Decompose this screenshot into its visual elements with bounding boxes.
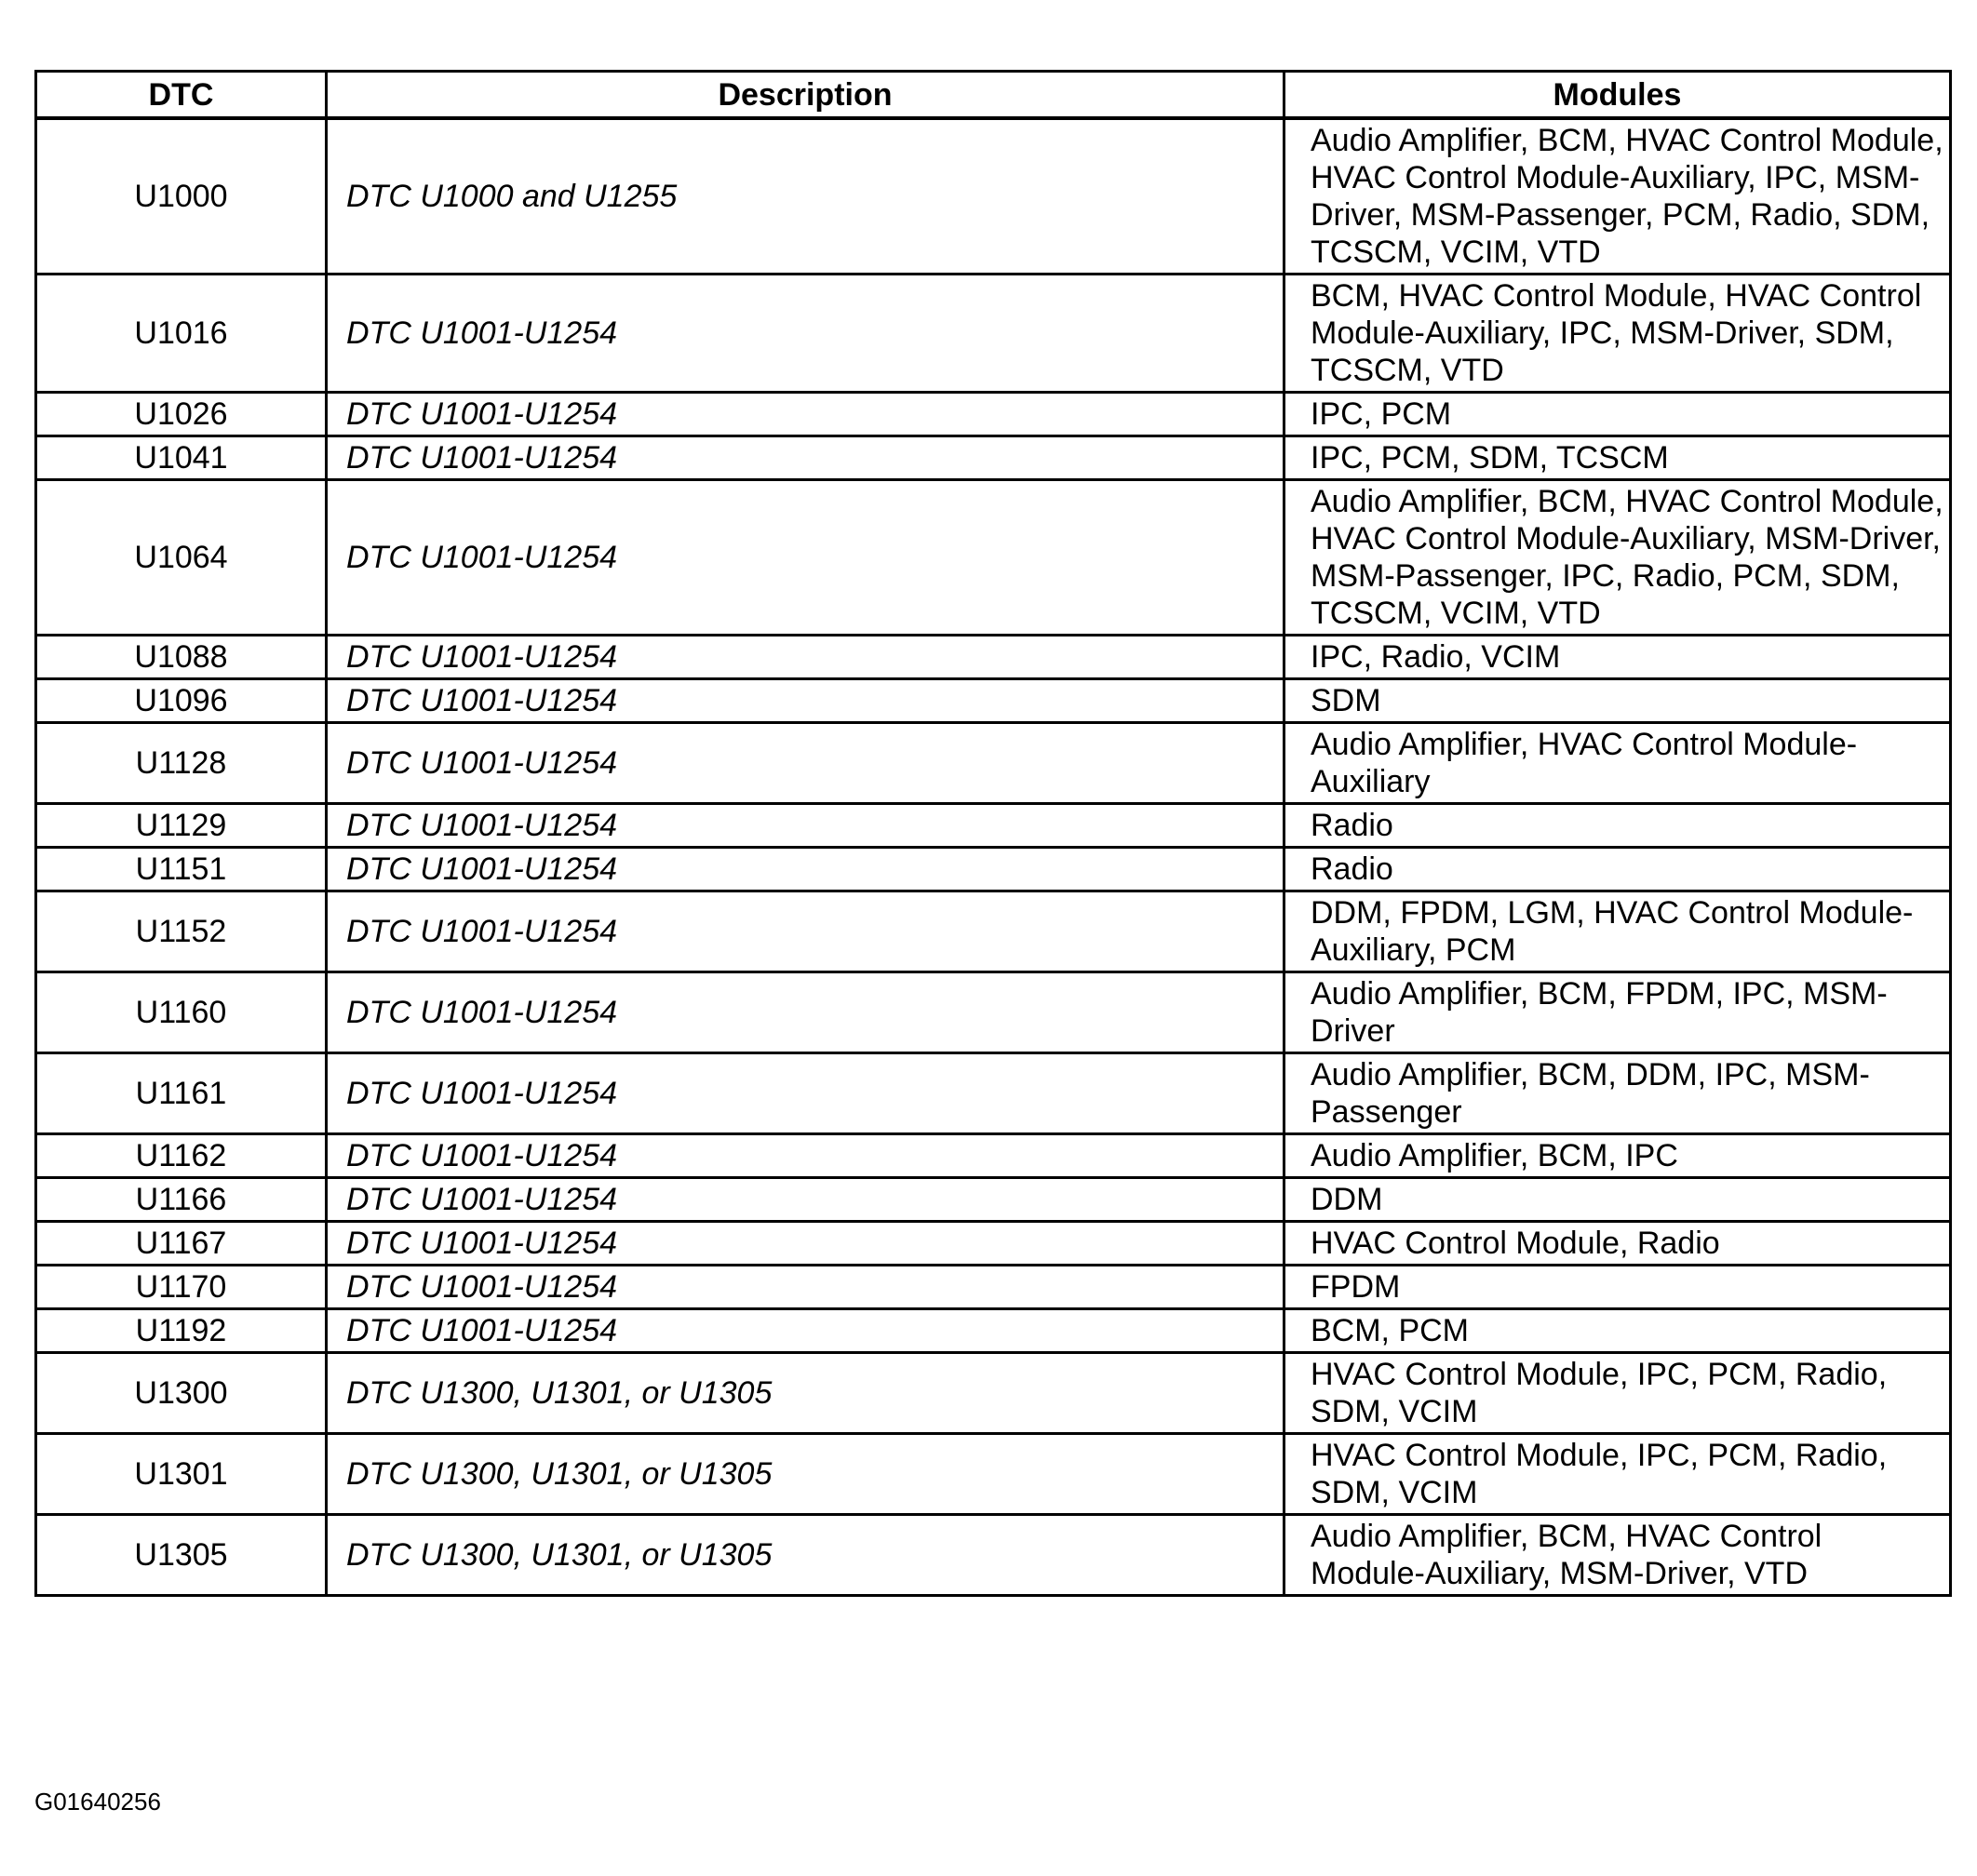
description-cell: DTC U1000 and U1255 [327, 118, 1284, 275]
dtc-cell: U1064 [36, 480, 327, 636]
description-cell: DTC U1001-U1254 [327, 393, 1284, 436]
description-cell: DTC U1001-U1254 [327, 480, 1284, 636]
modules-cell: BCM, PCM [1284, 1309, 1951, 1353]
description-cell: DTC U1300, U1301, or U1305 [327, 1353, 1284, 1434]
modules-cell: DDM [1284, 1178, 1951, 1222]
modules-cell: Radio [1284, 804, 1951, 848]
table-body [36, 118, 1951, 1596]
modules-cell: Audio Amplifier, BCM, HVAC Control Module, HVAC Control Module-Auxiliary, MSM-Driver, MSM-Passenger, IPC, Radio, PCM, SDM, TCSCM, VCIM, VTD [1284, 480, 1951, 636]
description-cell: DTC U1001-U1254 [327, 1134, 1284, 1178]
table-row [36, 972, 1951, 1053]
table-row [36, 393, 1951, 436]
table-row [36, 1353, 1951, 1434]
modules-cell: HVAC Control Module, IPC, PCM, Radio, SDM, VCIM [1284, 1434, 1951, 1515]
dtc-cell: U1170 [36, 1266, 327, 1309]
modules-cell: IPC, PCM, SDM, TCSCM [1284, 436, 1951, 480]
modules-cell: Audio Amplifier, BCM, HVAC Control Module-Auxiliary, MSM-Driver, VTD [1284, 1515, 1951, 1596]
table-row [36, 118, 1951, 275]
table-row [36, 636, 1951, 679]
modules-cell: SDM [1284, 679, 1951, 723]
description-cell: DTC U1001-U1254 [327, 436, 1284, 480]
header-dtc: DTC [36, 72, 327, 119]
table-row [36, 723, 1951, 804]
dtc-cell: U1152 [36, 891, 327, 972]
dtc-cell: U1166 [36, 1178, 327, 1222]
description-cell: DTC U1001-U1254 [327, 1266, 1284, 1309]
modules-cell: IPC, PCM [1284, 393, 1951, 436]
table-row [36, 1266, 1951, 1309]
modules-cell: HVAC Control Module, IPC, PCM, Radio, SDM, VCIM [1284, 1353, 1951, 1434]
dtc-cell: U1041 [36, 436, 327, 480]
modules-cell: DDM, FPDM, LGM, HVAC Control Module-Auxiliary, PCM [1284, 891, 1951, 972]
description-cell: DTC U1001-U1254 [327, 1053, 1284, 1134]
table-row [36, 848, 1951, 891]
table-row [36, 275, 1951, 393]
dtc-cell: U1026 [36, 393, 327, 436]
description-cell: DTC U1300, U1301, or U1305 [327, 1434, 1284, 1515]
description-cell: DTC U1001-U1254 [327, 679, 1284, 723]
table-row [36, 436, 1951, 480]
modules-cell: BCM, HVAC Control Module, HVAC Control Module-Auxiliary, IPC, MSM-Driver, SDM, TCSCM, VTD [1284, 275, 1951, 393]
figure-id: G01640256 [34, 1788, 161, 1816]
dtc-cell: U1088 [36, 636, 327, 679]
dtc-cell: U1016 [36, 275, 327, 393]
description-cell: DTC U1001-U1254 [327, 1309, 1284, 1353]
table-row [36, 1053, 1951, 1134]
table-row [36, 1515, 1951, 1596]
dtc-cell: U1000 [36, 118, 327, 275]
table-row [36, 1178, 1951, 1222]
modules-cell: HVAC Control Module, Radio [1284, 1222, 1951, 1266]
modules-cell: Audio Amplifier, BCM, IPC [1284, 1134, 1951, 1178]
dtc-cell: U1161 [36, 1053, 327, 1134]
table-row [36, 1222, 1951, 1266]
table-row [36, 1134, 1951, 1178]
description-cell: DTC U1001-U1254 [327, 972, 1284, 1053]
table-row [36, 480, 1951, 636]
table-row [36, 679, 1951, 723]
table-row [36, 804, 1951, 848]
description-cell: DTC U1001-U1254 [327, 891, 1284, 972]
dtc-cell: U1162 [36, 1134, 327, 1178]
description-cell: DTC U1001-U1254 [327, 723, 1284, 804]
dtc-cell: U1096 [36, 679, 327, 723]
description-cell: DTC U1001-U1254 [327, 275, 1284, 393]
table-row [36, 1309, 1951, 1353]
dtc-module-table [34, 70, 1952, 1597]
description-cell: DTC U1001-U1254 [327, 1222, 1284, 1266]
description-cell: DTC U1001-U1254 [327, 636, 1284, 679]
dtc-cell: U1301 [36, 1434, 327, 1515]
dtc-cell: U1167 [36, 1222, 327, 1266]
description-cell: DTC U1001-U1254 [327, 804, 1284, 848]
header-modules: Modules [1284, 72, 1951, 119]
modules-cell: IPC, Radio, VCIM [1284, 636, 1951, 679]
table-header-row [36, 72, 1951, 119]
dtc-cell: U1129 [36, 804, 327, 848]
dtc-cell: U1128 [36, 723, 327, 804]
description-cell: DTC U1001-U1254 [327, 1178, 1284, 1222]
modules-cell: Audio Amplifier, BCM, HVAC Control Module, HVAC Control Module-Auxiliary, IPC, MSM-Driver, MSM-Passenger, PCM, Radio, SDM, TCSCM, VCIM, VTD [1284, 118, 1951, 275]
modules-cell: Audio Amplifier, HVAC Control Module-Auxiliary [1284, 723, 1951, 804]
modules-cell: Audio Amplifier, BCM, DDM, IPC, MSM-Passenger [1284, 1053, 1951, 1134]
dtc-cell: U1300 [36, 1353, 327, 1434]
dtc-cell: U1192 [36, 1309, 327, 1353]
description-cell: DTC U1300, U1301, or U1305 [327, 1515, 1284, 1596]
header-description: Description [327, 72, 1284, 119]
description-cell: DTC U1001-U1254 [327, 848, 1284, 891]
dtc-cell: U1305 [36, 1515, 327, 1596]
modules-cell: Audio Amplifier, BCM, FPDM, IPC, MSM-Driver [1284, 972, 1951, 1053]
modules-cell: Radio [1284, 848, 1951, 891]
table-row [36, 1434, 1951, 1515]
dtc-cell: U1151 [36, 848, 327, 891]
dtc-cell: U1160 [36, 972, 327, 1053]
modules-cell: FPDM [1284, 1266, 1951, 1309]
table-row [36, 891, 1951, 972]
